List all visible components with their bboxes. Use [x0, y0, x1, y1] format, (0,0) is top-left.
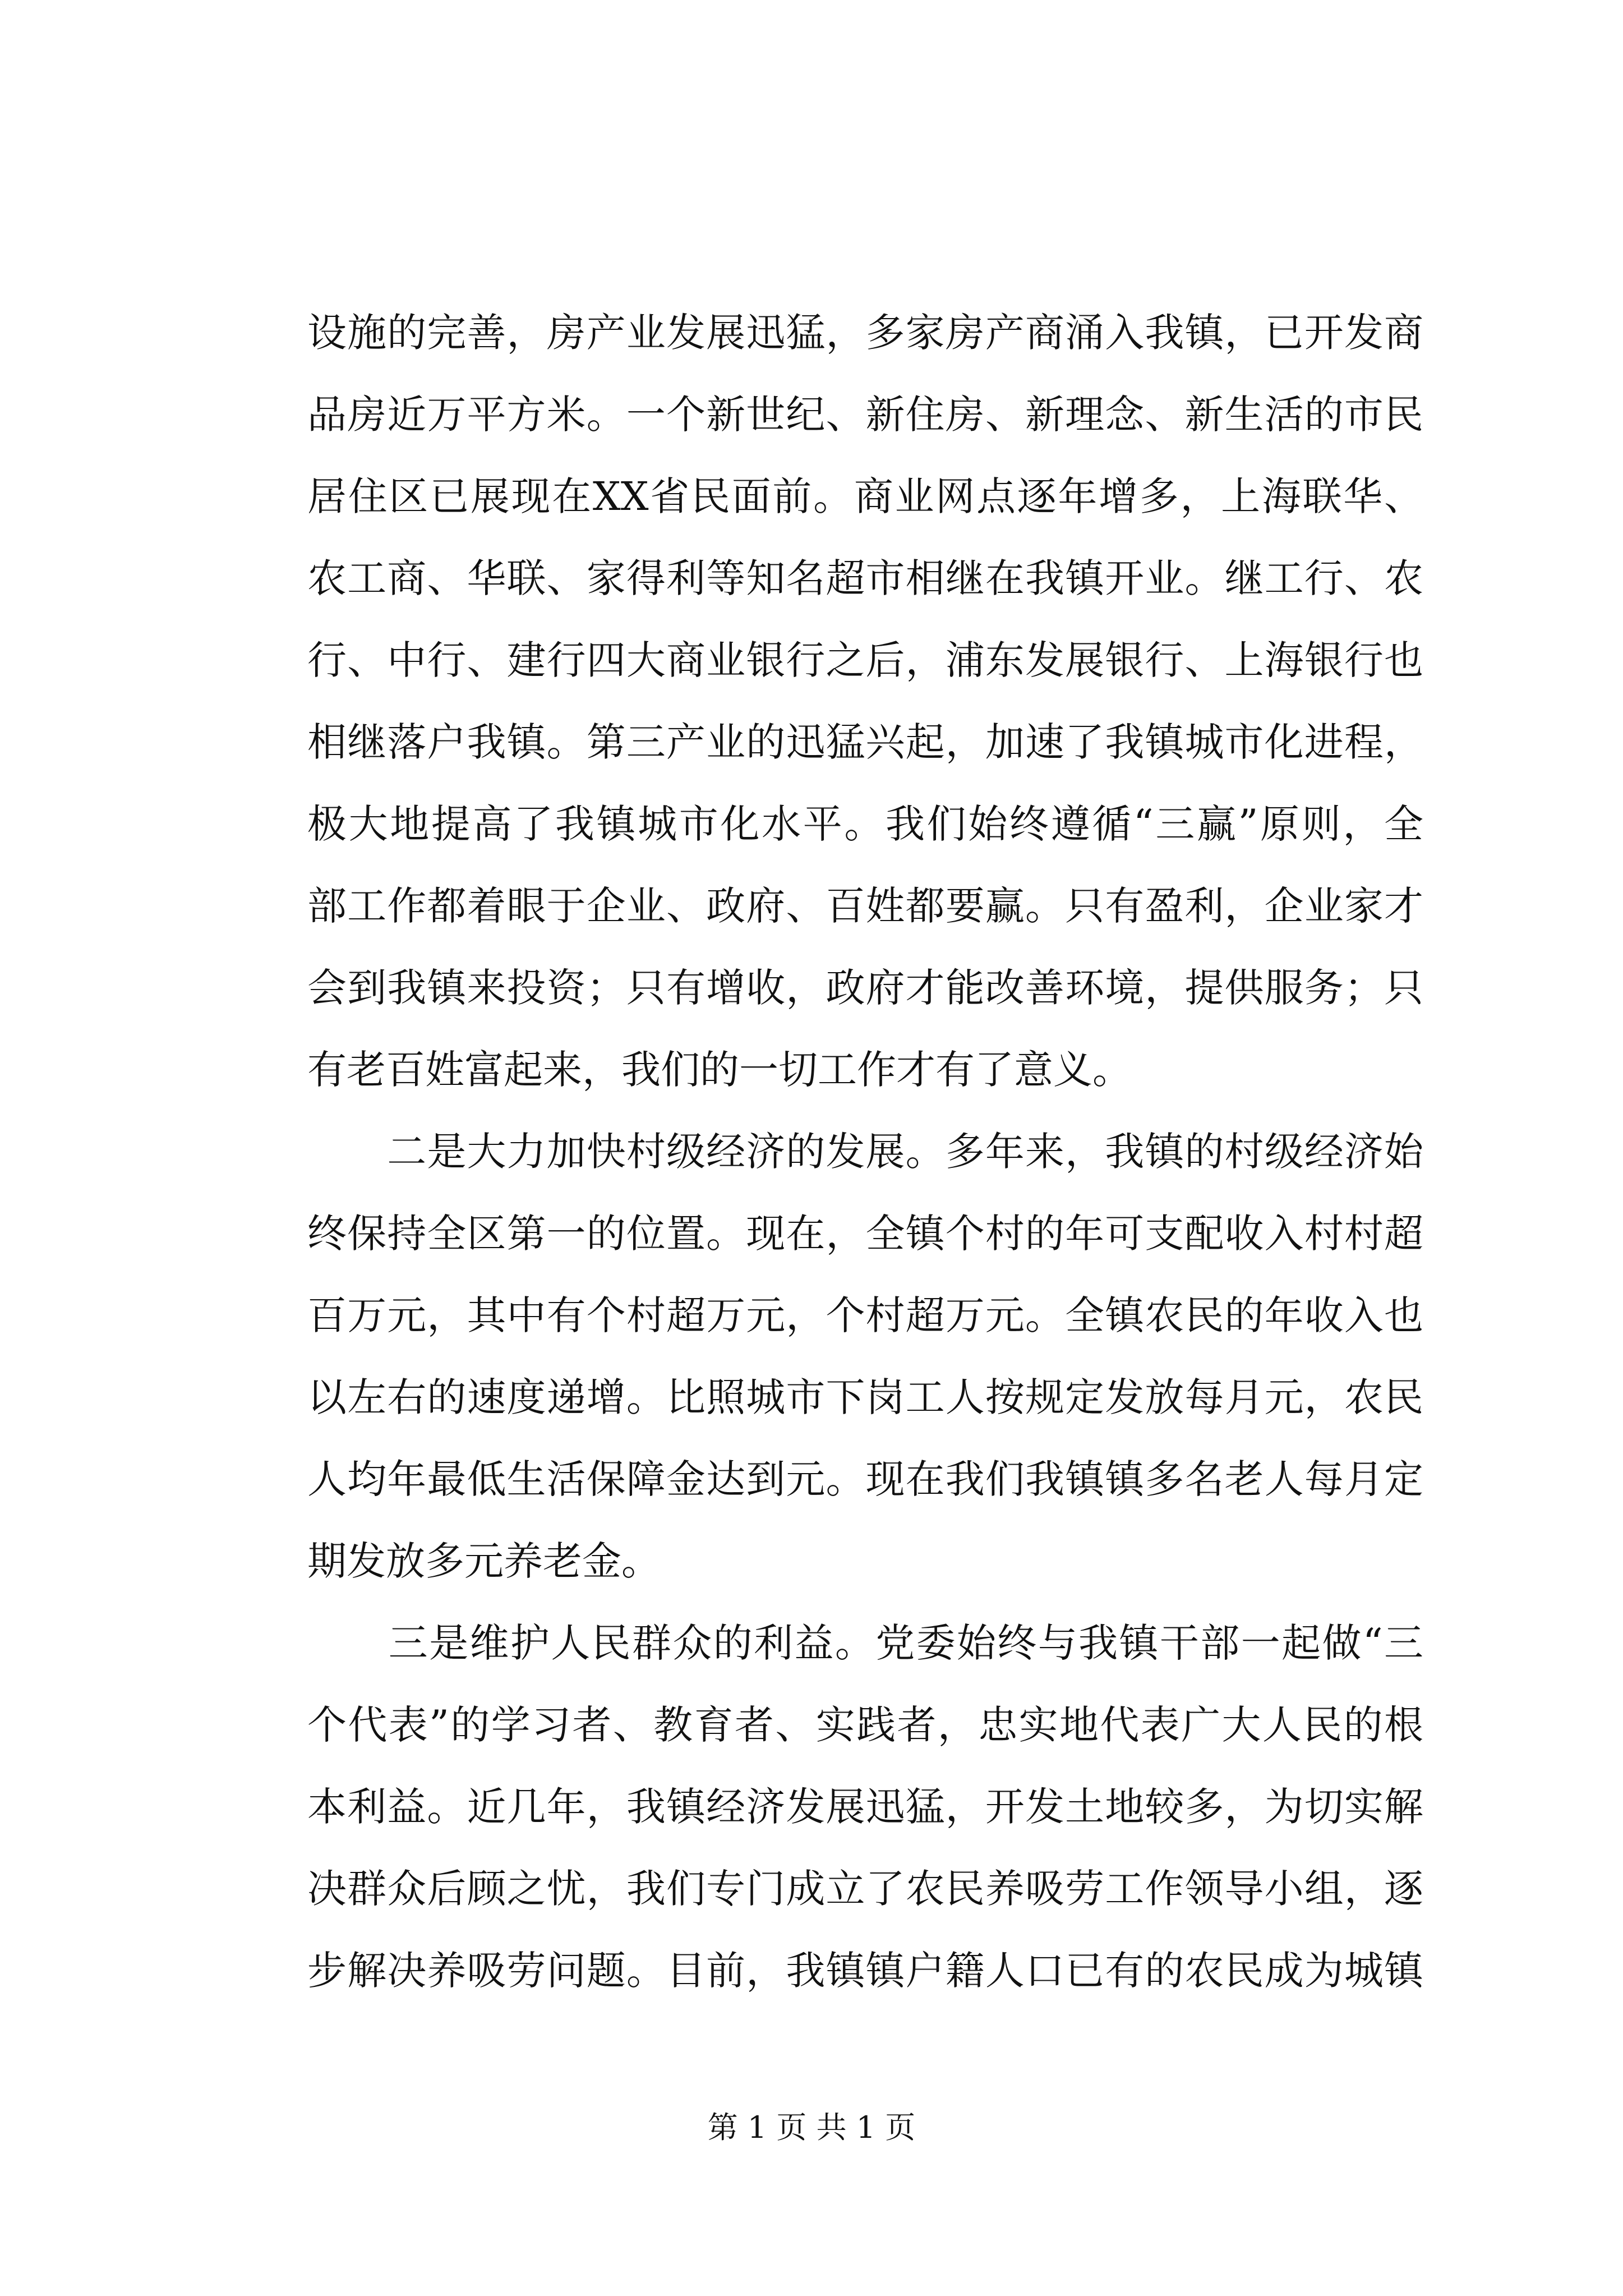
paragraph-2-line-4: 以左右的速度递增。比照城市下岗工人按规定发放每月元，农民: [307, 1374, 1423, 1420]
paragraph-1-line-5: 行、中行、建行四大商业银行之后，浦东发展银行、上海银行也: [307, 637, 1423, 683]
paragraph-2-line-3: 百万元，其中有个村超万元，个村超万元。全镇农民的年收入也: [307, 1292, 1423, 1338]
paragraph-3-line-5: 步解决养吸劳问题。目前，我镇镇户籍人口已有的农民成为城镇: [307, 1948, 1423, 1994]
paragraph-2-line-5: 人均年最低生活保障金达到元。现在我们我镇镇多名老人每月定: [307, 1456, 1423, 1502]
paragraph-1-line-4: 农工商、华联、家得利等知名超市相继在我镇开业。继工行、农: [307, 555, 1423, 601]
paragraph-2-line-2: 终保持全区第一的位置。现在，全镇个村的年可支配收入村村超: [307, 1211, 1423, 1257]
paragraph-1-line-6: 相继落户我镇。第三产业的迅猛兴起，加速了我镇城市化进程，: [307, 719, 1423, 765]
paragraph-1-line-1: 设施的完善，房产业发展迅猛，多家房产商涌入我镇，已开发商: [307, 310, 1423, 356]
page-footer: [0, 2108, 1623, 2147]
paragraph-2-line-6: 期发放多元养老金。: [307, 1538, 661, 1584]
paragraph-1-line-9: 会到我镇来投资；只有增收，政府才能改善环境，提供服务；只: [307, 965, 1423, 1011]
paragraph-3-line-3: 本利益。近几年，我镇经济发展迅猛，开发土地较多，为切实解: [307, 1784, 1423, 1830]
paragraph-3-line-2: 个代表”的学习者、教育者、实践者，忠实地代表广大人民的根: [307, 1702, 1423, 1748]
paragraph-1-line-10: 有老百姓富起来，我们的一切工作才有了意义。: [307, 1047, 1132, 1093]
paragraph-3-line-1: 三是维护人民群众的利益。党委始终与我镇干部一起做“三: [307, 1620, 1423, 1666]
paragraph-2-line-1: 二是大力加快村级经济的发展。多年来，我镇的村级经济始: [307, 1129, 1423, 1175]
paragraph-1-line-3: 居住区已展现在XX省民面前。商业网点逐年增多，上海联华、: [307, 473, 1423, 519]
paragraph-1-line-7: 极大地提高了我镇城市化水平。我们始终遵循“三赢”原则，全: [307, 801, 1423, 847]
body-text: [307, 292, 1423, 2012]
paragraph-3-line-4: 决群众后顾之忧，我们专门成立了农民养吸劳工作领导小组，逐: [307, 1866, 1423, 1912]
paragraph-1-line-8: 部工作都着眼于企业、政府、百姓都要赢。只有盈利，企业家才: [307, 883, 1423, 929]
paragraph-1-line-2: 品房近万平方米。一个新世纪、新住房、新理念、新生活的市民: [307, 392, 1423, 438]
page-number-label: 第 1 页 共 1 页: [707, 2110, 916, 2145]
